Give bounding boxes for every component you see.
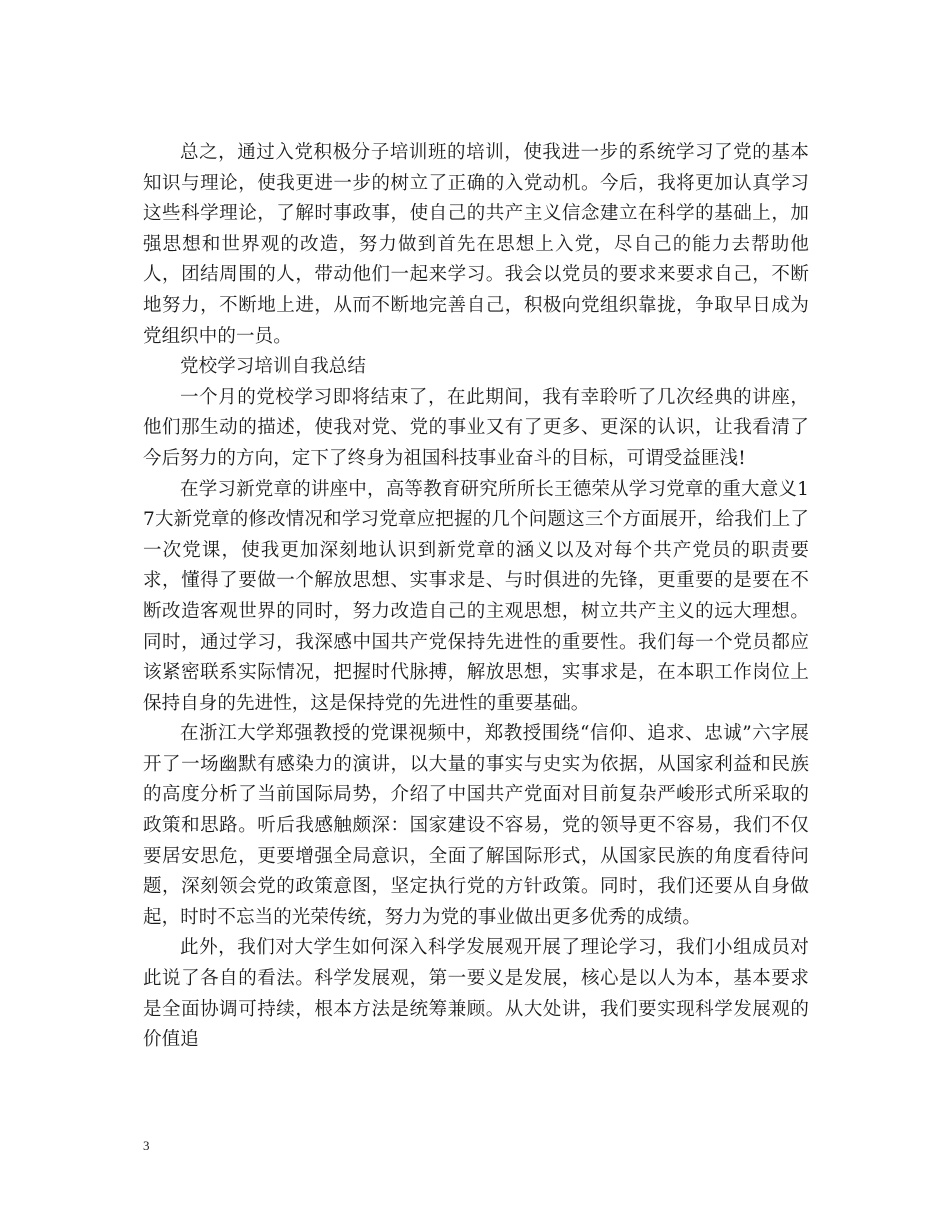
paragraph-party-constitution: 在学习新党章的讲座中，高等教育研究所所长王德荣从学习党章的重大意义17大新党章的修改情况和学习党章应把握的几个问题这三个方面展开，给我们上了一次党课，使我更加深刻地认识到新党章的涵义以及对每个共产党员的职责要求，懂得了要做一个解放思想、实事求是、与时俱进的先锋，更重要的是要在不断改造客观世界的同时，努力改造自己的主观思想，树立共产主义的远大理想。同时，通过学习，我深感中国共产党保持先进性的重要性。我们每一个党员都应该紧密联系实际情况，把握时代脉搏，解放思想，实事求是，在本职工作岗位上保持自身的先进性，这是保持党的先进性的重要基础。: [143, 478, 809, 714]
page-number: 3: [143, 1138, 150, 1153]
document-body: [143, 138, 809, 1056]
paragraph-intro: 一个月的党校学习即将结束了，在此期间，我有幸聆听了几次经典的讲座，他们那生动的描述，使我对党、党的事业又有了更多、更深的认识，让我看清了今后努力的方向，定下了终身为祖国科技事业奋斗的目标，可谓受益匪浅!: [143, 386, 809, 469]
paragraph-scientific-development: 此外，我们对大学生如何深入科学发展观开展了理论学习，我们小组成员对此说了各自的看法。科学发展观，第一要义是发展，核心是以人为本，基本要求是全面协调可持续，根本方法是统筹兼顾。从大处讲，我们要实现科学发展观的价值追: [143, 937, 809, 1051]
paragraph-lecture-video: 在浙江大学郑强教授的党课视频中，郑教授围绕“信仰、追求、忠诚”六字展开了一场幽默有感染力的演讲，以大量的事实与史实为依据，从国家利益和民族的高度分析了当前国际局势，介绍了中国共产党面对目前复杂严峻形式所采取的政策和思路。听后我感触颇深：国家建设不容易，党的领导更不容易，我们不仅要居安思危，更要增强全局意识，全面了解国际形式，从国家民族的角度看待问题，深刻领会党的政策意图，坚定执行党的方针政策。同时，我们还要从自身做起，时时不忘当的光荣传统，努力为党的事业做出更多优秀的成绩。: [143, 723, 809, 928]
section-heading: 党校学习培训自我总结: [180, 356, 367, 378]
paragraph-conclusion: 总之，通过入党积极分子培训班的培训，使我进一步的系统学习了党的基本知识与理论，使我更进一步的树立了正确的入党动机。今后，我将更加认真学习这些科学理论，了解时事政事，使自己的共产主义信念建立在科学的基础上，加强思想和世界观的改造，努力做到首先在思想上入党，尽自己的能力去帮助他人，团结周围的人，带动他们一起来学习。我会以党员的要求来要求自己，不断地努力，不断地上进，从而不断地完善自己，积极向党组织靠拢，争取早日成为党组织中的一员。: [143, 142, 809, 347]
